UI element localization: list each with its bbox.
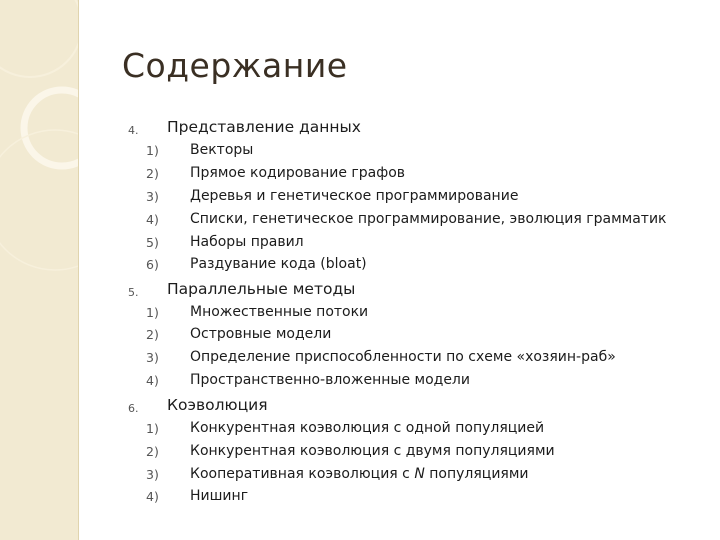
list-item: Конкурентная коэволюция с одной популяцией	[190, 420, 545, 436]
list-item: Наборы правил	[190, 234, 304, 250]
list-item: Конкурентная коэволюция с двумя популяциями	[190, 443, 555, 459]
list-item: Нишинг	[190, 488, 249, 504]
list-item-text-part: популяциями	[424, 466, 529, 482]
list-item-text-part: Кооперативная коэволюция с	[190, 466, 415, 482]
section-number: 4.	[128, 124, 139, 137]
section-heading: Коэволюция	[167, 396, 268, 414]
list-item: Островные модели	[190, 326, 332, 342]
item-number: 4)	[146, 212, 159, 227]
list-item: Векторы	[190, 142, 254, 158]
item-number: 2)	[146, 327, 159, 342]
item-number: 2)	[146, 166, 159, 181]
list-item: Определение приспособленности по схеме «хозяин-раб»	[190, 349, 616, 365]
list-item: Деревья и генетическое программирование	[190, 188, 519, 204]
item-number: 4)	[146, 489, 159, 504]
list-item	[190, 466, 529, 482]
list-item: Множественные потоки	[190, 304, 369, 320]
item-number: 1)	[146, 421, 159, 436]
item-number: 1)	[146, 305, 159, 320]
list-item-italic-symbol: N	[414, 466, 425, 482]
section-number: 5.	[128, 286, 139, 299]
item-number: 5)	[146, 235, 159, 250]
section-number: 6.	[128, 402, 139, 415]
item-number: 6)	[146, 257, 159, 272]
section-heading: Параллельные методы	[167, 280, 356, 298]
item-number: 2)	[146, 444, 159, 459]
item-number: 4)	[146, 373, 159, 388]
slide-title: Содержание	[122, 46, 348, 85]
list-item: Прямое кодирование графов	[190, 165, 406, 181]
item-number: 3)	[146, 467, 159, 482]
list-item: Списки, генетическое программирование, эволюция грамматик	[190, 211, 667, 227]
list-item: Раздувание кода (bloat)	[190, 256, 367, 272]
section-heading: Представление данных	[167, 118, 361, 136]
item-number: 1)	[146, 143, 159, 158]
list-item: Пространственно-вложенные модели	[190, 372, 470, 388]
item-number: 3)	[146, 350, 159, 365]
item-number: 3)	[146, 189, 159, 204]
